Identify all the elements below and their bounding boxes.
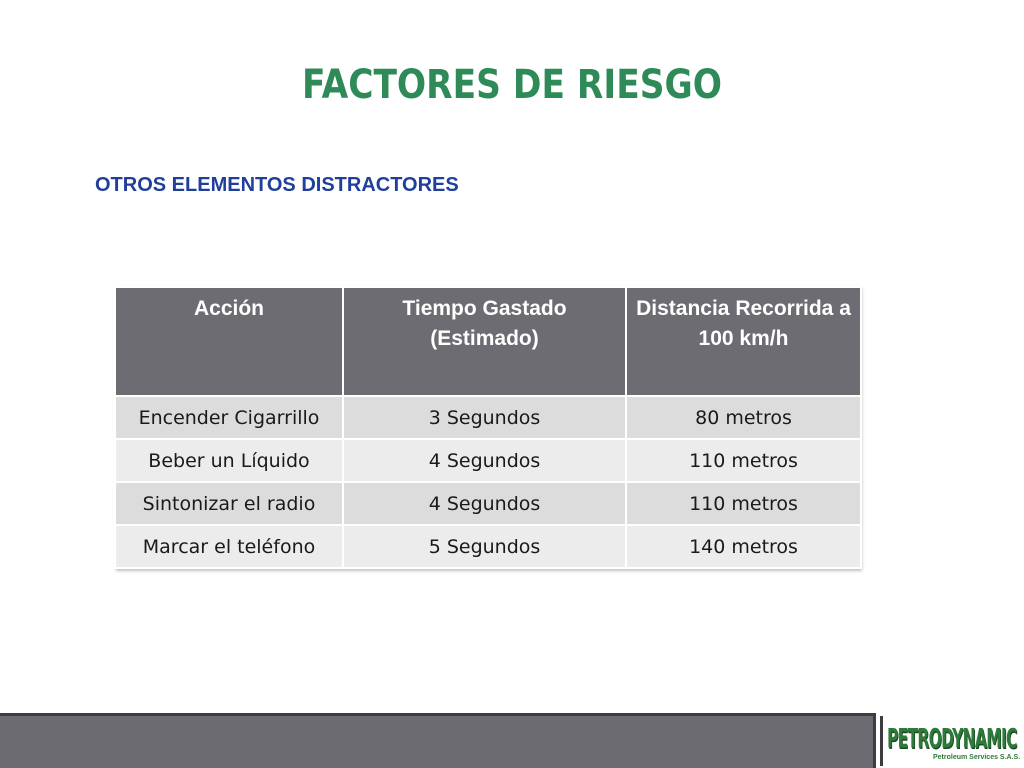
header-distancia-recorrida: Distancia Recorrida a 100 km/h xyxy=(626,287,861,396)
cell-accion: Beber un Líquido xyxy=(115,439,343,482)
slide-subtitle: OTROS ELEMENTOS DISTRACTORES xyxy=(95,174,459,196)
cell-tiempo: 3 Segundos xyxy=(343,396,626,439)
header-accion: Acción xyxy=(115,287,343,396)
cell-accion: Encender Cigarrillo xyxy=(115,396,343,439)
cell-tiempo: 4 Segundos xyxy=(343,482,626,525)
table-row xyxy=(115,396,861,439)
cell-tiempo: 4 Segundos xyxy=(343,439,626,482)
cell-distancia: 80 metros xyxy=(626,396,861,439)
cell-distancia: 110 metros xyxy=(626,482,861,525)
table-row xyxy=(115,439,861,482)
logo-wordmark: PETRODYNAMIC xyxy=(887,722,1017,755)
slide-title: FACTORES DE RIESGO xyxy=(302,62,722,108)
petrodynamic-logo xyxy=(880,716,1023,766)
distractors-table-container xyxy=(114,286,860,569)
table-row xyxy=(115,525,861,568)
cell-distancia: 140 metros xyxy=(626,525,861,568)
cell-accion: Sintonizar el radio xyxy=(115,482,343,525)
logo-tagline: Petroleum Services S.A.S. xyxy=(933,754,1021,761)
cell-accion: Marcar el teléfono xyxy=(115,525,343,568)
table-row xyxy=(115,482,861,525)
header-tiempo-gastado: Tiempo Gastado (Estimado) xyxy=(343,287,626,396)
cell-tiempo: 5 Segundos xyxy=(343,525,626,568)
footer-bar xyxy=(0,713,876,768)
table-header-row xyxy=(115,287,861,396)
cell-distancia: 110 metros xyxy=(626,439,861,482)
distractors-table xyxy=(114,286,862,569)
